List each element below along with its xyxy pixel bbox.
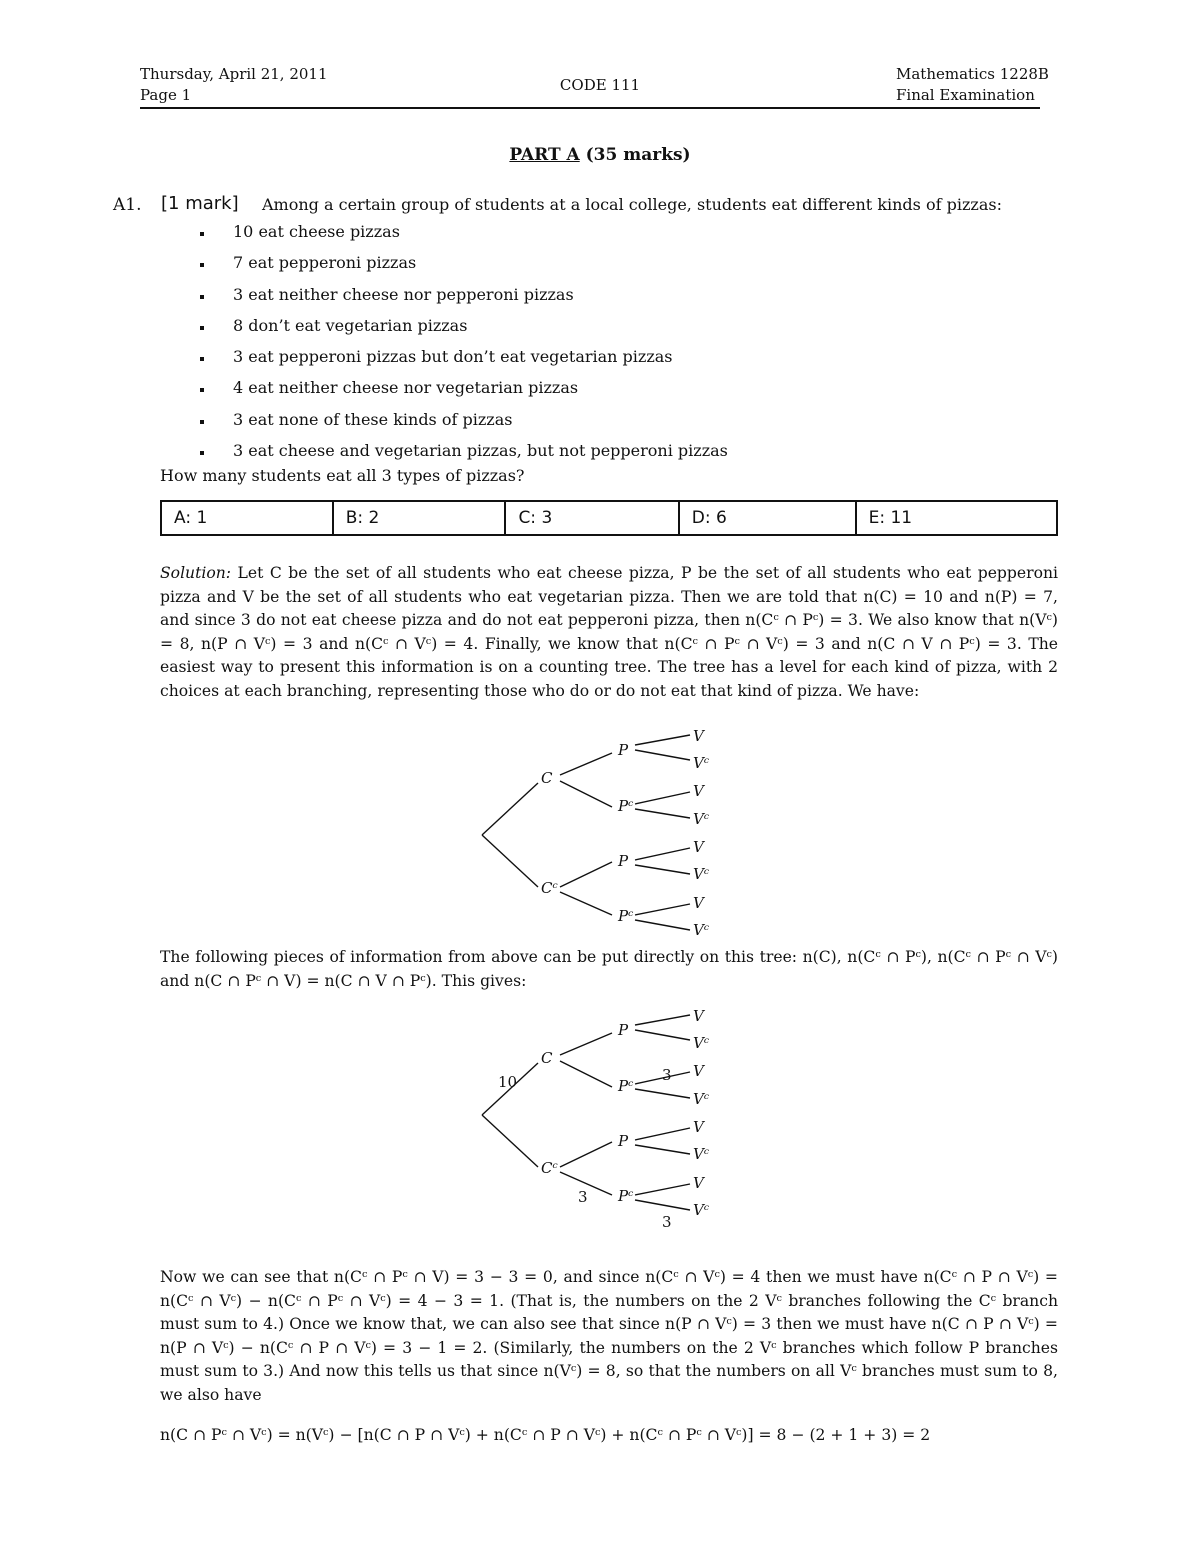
tree-branch xyxy=(635,1128,690,1140)
tree-branch xyxy=(482,1115,538,1167)
answer-option-a[interactable]: A: 1 xyxy=(161,501,333,535)
answer-option-e[interactable]: E: 11 xyxy=(856,501,1057,535)
header-rule xyxy=(140,107,1040,109)
node-p: P xyxy=(618,852,629,870)
final-equation: n(C ∩ Pᶜ ∩ Vᶜ) = n(Vᶜ) − [n(C ∩ P ∩ Vᶜ) + n(Cᶜ ∩ P ∩ Vᶜ) + n(Cᶜ ∩ Pᶜ ∩ Vᶜ)] = 8 − (2 + 1 + 3) = 2 xyxy=(160,1426,931,1444)
node-v: V xyxy=(693,1174,704,1192)
solution-paragraph-2: The following pieces of information from above can be put directly on this tree: n(C), n(Cᶜ ∩ Pᶜ), n(Cᶜ ∩ Pᶜ ∩ Vᶜ) and n(C ∩ Pᶜ ∩ V) = n(C ∩ V ∩ Pᶜ). This gives: xyxy=(160,948,1058,990)
tree-branch xyxy=(560,892,612,915)
node-p: P xyxy=(618,741,629,759)
tree-branch xyxy=(635,809,690,818)
tree-branch xyxy=(635,904,690,915)
tree-branch xyxy=(635,1200,690,1210)
list-item: 3 eat none of these kinds of pizzas xyxy=(200,407,728,438)
node-v-complement: Vᶜ xyxy=(693,921,710,939)
node-v-complement: Vᶜ xyxy=(693,810,710,828)
page-number: Page 1 xyxy=(140,86,192,104)
tree-branch xyxy=(635,1030,690,1040)
tree-branch xyxy=(635,735,690,745)
tree-branch xyxy=(635,848,690,860)
node-v-complement: Vᶜ xyxy=(693,1090,710,1108)
question-marks: [1 mark] xyxy=(161,193,239,214)
answer-option-b[interactable]: B: 2 xyxy=(333,501,506,535)
node-v-complement: Vᶜ xyxy=(693,1201,710,1219)
tree-branch xyxy=(635,1184,690,1195)
tree-branch xyxy=(560,1033,612,1055)
list-item: 3 eat pepperoni pizzas but don’t eat vegetarian pizzas xyxy=(200,344,728,375)
tree-branch xyxy=(560,781,612,807)
node-c: C xyxy=(541,1049,553,1067)
question-prompt: How many students eat all 3 types of pizzas? xyxy=(160,466,525,485)
list-item: 3 eat cheese and vegetarian pizzas, but not pepperoni pizzas xyxy=(200,438,728,469)
node-p-complement: Pᶜ xyxy=(618,907,634,925)
part-title xyxy=(0,145,1200,165)
exam-type: Final Examination xyxy=(896,86,1035,104)
tree-branch xyxy=(635,1089,690,1098)
part-marks: (35 marks) xyxy=(585,145,691,165)
conditions-list xyxy=(200,219,728,469)
value-cc-pc: 3 xyxy=(578,1188,588,1206)
answer-option-d[interactable]: D: 6 xyxy=(679,501,856,535)
tree-branch xyxy=(482,835,538,887)
list-item: 10 eat cheese pizzas xyxy=(200,219,728,250)
tree-branch xyxy=(635,750,690,760)
tree-branch xyxy=(635,920,690,930)
node-v-complement: Vᶜ xyxy=(693,1145,710,1163)
node-v-complement: Vᶜ xyxy=(693,865,710,883)
node-c: C xyxy=(541,769,553,787)
exam-date: Thursday, April 21, 2011 xyxy=(140,65,328,83)
node-v: V xyxy=(693,1118,704,1136)
counting-tree-1 xyxy=(470,725,730,940)
tree-branch xyxy=(560,753,612,775)
node-v: V xyxy=(693,1007,704,1025)
tree-branch xyxy=(560,1061,612,1087)
node-v: V xyxy=(693,838,704,856)
node-p: P xyxy=(618,1132,629,1150)
tree-branch xyxy=(560,1142,612,1167)
tree-branch xyxy=(635,865,690,874)
tree-branch xyxy=(635,792,690,804)
counting-tree-2 xyxy=(470,1005,730,1230)
tree-branch xyxy=(635,1015,690,1025)
node-v: V xyxy=(693,1062,704,1080)
node-p-complement: Pᶜ xyxy=(618,1077,634,1095)
course-name: Mathematics 1228B xyxy=(896,65,1049,83)
value-c-branch: 10 xyxy=(498,1073,518,1091)
question-intro: Among a certain group of students at a local college, students eat different kinds of pizzas: xyxy=(262,195,1002,214)
exam-code: CODE 111 xyxy=(559,76,641,94)
part-name: PART A xyxy=(509,145,580,165)
node-v: V xyxy=(693,894,704,912)
tree-branch xyxy=(635,1145,690,1154)
node-p-complement: Pᶜ xyxy=(618,1187,634,1205)
solution-paragraph-1 xyxy=(160,562,1058,703)
value-c-pc-v: 3 xyxy=(662,1066,672,1084)
list-item: 3 eat neither cheese nor pepperoni pizzas xyxy=(200,282,728,313)
node-v-complement: Vᶜ xyxy=(693,1034,710,1052)
answer-options xyxy=(160,500,1058,536)
list-item: 4 eat neither cheese nor vegetarian pizzas xyxy=(200,375,728,406)
tree-branch xyxy=(482,783,538,835)
solution-paragraph-3: Now we can see that n(Cᶜ ∩ Pᶜ ∩ V) = 3 − 3 = 0, and since n(Cᶜ ∩ Vᶜ) = 4 then we must have n(Cᶜ ∩ P ∩ Vᶜ) = n(Cᶜ ∩ Vᶜ) − n(Cᶜ ∩ Pᶜ ∩ Vᶜ) = 4 − 3 = 1. (That is, the numbers on the 2 Vᶜ branches following the Cᶜ branch must sum to 4.) Once we know that, we can also see that since n(P ∩ Vᶜ) = 3 then we must have n(C ∩ P ∩ Vᶜ) = n(P ∩ Vᶜ) − n(Cᶜ ∩ P ∩ Vᶜ) = 3 − 1 = 2. (Similarly, the numbers on the 2 Vᶜ branches which follow P branches must sum to 3.) And now this tells us that since n(Vᶜ) = 8, so that the numbers on all Vᶜ branches must sum to 8, we also have xyxy=(160,1268,1058,1404)
node-p: P xyxy=(618,1021,629,1039)
list-item: 7 eat pepperoni pizzas xyxy=(200,250,728,281)
node-v: V xyxy=(693,782,704,800)
solution-label: Solution: xyxy=(160,564,232,582)
node-v-complement: Vᶜ xyxy=(693,754,710,772)
node-v: V xyxy=(693,727,704,745)
node-p-complement: Pᶜ xyxy=(618,797,634,815)
list-item: 8 don’t eat vegetarian pizzas xyxy=(200,313,728,344)
tree-branch xyxy=(560,862,612,887)
node-c-complement: Cᶜ xyxy=(541,879,558,897)
node-c-complement: Cᶜ xyxy=(541,1159,558,1177)
value-cc-pc-vc: 3 xyxy=(662,1213,672,1230)
solution-text-1: Let C be the set of all students who eat cheese pizza, P be the set of all students who eat pepperoni pizza and V be the set of all students who eat vegetarian pizza. Then we are told that n(C) = 10 and n(P) = 7, and since 3 do not eat cheese pizza and do not eat pepperoni pizza, then n(Cᶜ ∩ Pᶜ) = 3. We also know that n(Vᶜ) = 8, n(P ∩ Vᶜ) = 3 and n(Cᶜ ∩ Vᶜ) = 4. Finally, we know that n(Cᶜ ∩ Pᶜ ∩ Vᶜ) = 3 and n(C ∩ V ∩ Pᶜ) = 3. The easiest way to present this information is on a counting tree. The tree has a level for each kind of pizza, with 2 choices at each branching, representing those who do or do not eat that kind of pizza. We have: xyxy=(160,564,1058,700)
question-number: A1. xyxy=(113,195,142,215)
answer-option-c[interactable]: C: 3 xyxy=(505,501,678,535)
